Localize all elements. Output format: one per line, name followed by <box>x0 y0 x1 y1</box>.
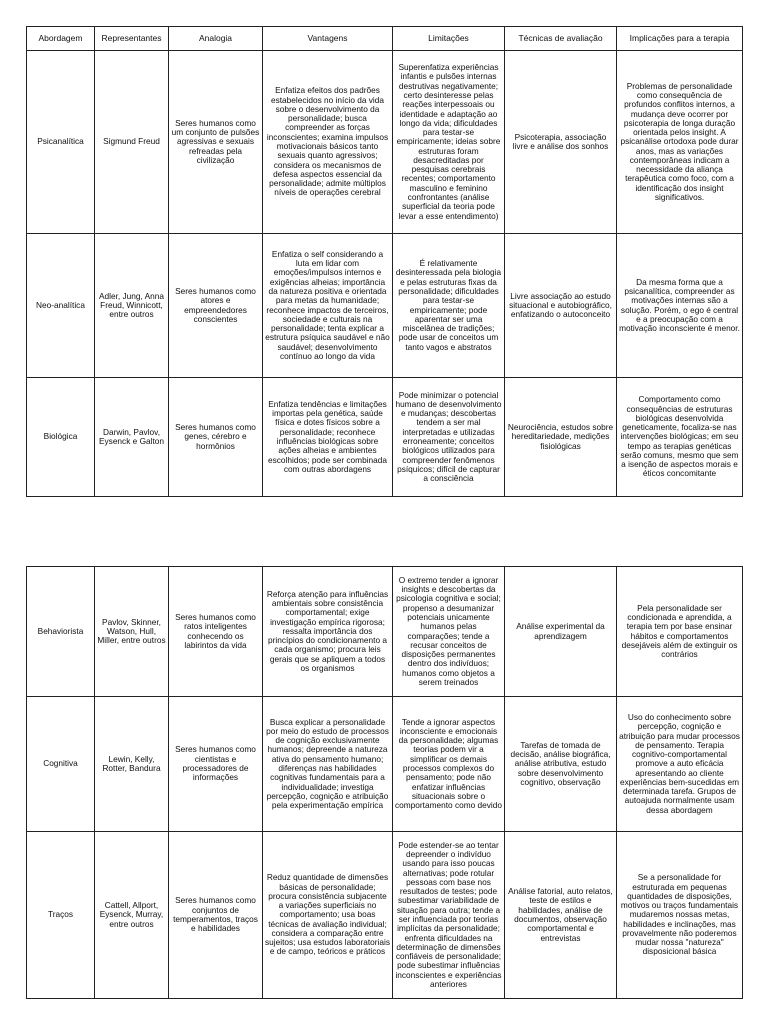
cell-abordagem: Cognitiva <box>27 697 95 832</box>
header-row <box>27 27 743 51</box>
cell-limitacoes: É relativamente desinteressada pela biologia e pelas estruturas fixas da personalidade; dificuldades para testar-se empiricamente; pode aparentar ser uma miscelânea de tradições; pode usar de conceitos um tanto vagos e abstratos <box>393 234 505 378</box>
table-row-biologica <box>27 378 743 497</box>
cell-representantes: Pavlov, Skinner, Watson, Hull, Miller, entre outros <box>95 567 169 697</box>
cell-analogia: Seres humanos como cientistas e processadores de informações <box>169 697 263 832</box>
cell-representantes: Darwin, Pavlov, Eysenck e Galton <box>95 378 169 497</box>
cell-analogia: Seres humanos como um conjunto de pulsões agressivas e sexuais refreadas pela civilização <box>169 51 263 234</box>
cell-abordagem: Traços <box>27 832 95 999</box>
approaches-table-top <box>26 26 743 497</box>
cell-abordagem: Biológica <box>27 378 95 497</box>
table-row-tracos <box>27 832 743 999</box>
cell-implicacoes: Problemas de personalidade como consequência de profundos conflitos internos, a mudança deve ocorrer por psicoterapia de longa duração orientada pelos insight. A psicanálise ortodoxa pode durar anos, mas as variações contemporâneas indicam a necessidade da aliança terapêutica como foco, com a identificação dos insight significativos. <box>617 51 743 234</box>
cell-implicacoes: Pela personalidade ser condicionada e aprendida, a terapia tem por base ensinar hábitos e comportamentos desejáveis além de extinguir os contrários <box>617 567 743 697</box>
header-abordagem: Abordagem <box>27 27 95 51</box>
cell-tecnicas: Análise experimental da aprendizagem <box>505 567 617 697</box>
cell-vantagens: Enfatiza o self considerando a luta em lidar com emoções/impulsos internos e exigências alheias; importância da natureza positiva e orientada para metas da humanidade; reconhece impactos de terceiros, sociedade e culturais na personalidade; tenta explicar a estrutura psíquica saudável e não saudável; desenvolvimento contínuo ao longo da vida <box>263 234 393 378</box>
cell-tecnicas: Psicoterapia, associação livre e análise dos sonhos <box>505 51 617 234</box>
cell-tecnicas: Livre associação ao estudo situacional e autobiográfico, enfatizando o autoconceito <box>505 234 617 378</box>
cell-analogia: Seres humanos como conjuntos de temperamentos, traços e habilidades <box>169 832 263 999</box>
table-row-cognitiva <box>27 697 743 832</box>
cell-tecnicas: Análise fatorial, auto relatos, teste de estilos e habilidades, análise de documentos, observação comportamental e entrevistas <box>505 832 617 999</box>
cell-implicacoes: Comportamento como consequências de estruturas biológicas desenvolvida geneticamente, focaliza-se nas intervenções biológicas; em seu tempo as terapias genéticas serão comuns, mesmo que sem a isenção de aspectos morais e éticos concomitante <box>617 378 743 497</box>
header-analogia: Analogia <box>169 27 263 51</box>
cell-limitacoes: Tende a ignorar aspectos inconsciente e emocionais da personalidade; algumas teorias podem vir a simplificar os demais processos complexos do pensamento; pode não enfatizar influências situacionais sobre o comportamento como devido <box>393 697 505 832</box>
cell-representantes: Lewin, Kelly, Rotter, Bandura <box>95 697 169 832</box>
cell-vantagens: Reduz quantidade de dimensões básicas de personalidade; procura consistência subjacente a variações superficiais no comportamento; usa boas técnicas de avaliação individual; considera a comparação entre sujeitos; usa estudos laboratoriais e de campo, teóricos e práticos <box>263 832 393 999</box>
cell-limitacoes: Superenfatiza experiências infantis e pulsões internas destrutivas negativamente; certo desinteresse pelas reações interpessoais ou identidade e adaptação ao longo da vida; dificuldades para testar-se empiricamente; ideias sobre estruturas foram desacreditadas por pesquisas cerebrais recentes; comportamento masculino e feminino confrontantes (análise superficial da teoria pode levar a esse entendimento) <box>393 51 505 234</box>
cell-tecnicas: Neurociência, estudos sobre hereditariedade, medições fisiológicas <box>505 378 617 497</box>
cell-analogia: Seres humanos como genes, cérebro e hormônios <box>169 378 263 497</box>
cell-vantagens: Enfatiza tendências e limitações importas pela genética, saúde física e dotes físicos sobre a personalidade; reconhece influências biológicas sobre ações alheias e ambientes escolhidos; pode ser combinada com outras abordagens <box>263 378 393 497</box>
header-limitacoes: Limitações <box>393 27 505 51</box>
header-tecnicas: Técnicas de avaliação <box>505 27 617 51</box>
table-row-neo-analitica <box>27 234 743 378</box>
cell-vantagens: Busca explicar a personalidade por meio do estudo de processos de cognição exclusivamente humanos; depreende a natureza ativa do pensamento humano; diferenças nas habilidades cognitivas fundamentais para a individualidade; investiga percepção, cognição e atribuição pela experimentação empírica <box>263 697 393 832</box>
table-row-behaviorista <box>27 567 743 697</box>
cell-representantes: Cattell, Allport, Eysenck, Murray, entre outros <box>95 832 169 999</box>
cell-implicacoes: Uso do conhecimento sobre percepção, cognição e atribuição para mudar processos de pensamento. Terapia cognitivo-comportamental promove a auto eficácia apresentando ao cliente experiências bem-sucedidas em determinada tarefa. Grupos de autoajuda normalmente usam dessa abordagem <box>617 697 743 832</box>
cell-abordagem: Behaviorista <box>27 567 95 697</box>
cell-limitacoes: O extremo tender a ignorar insights e descobertas da psicologia cognitiva e social; propenso a desumanizar potenciais unicamente humanos pelas comparações; tende a recusar conceitos de disposições permanentes dentro dos indivíduos; humanos como objetos a serem treinados <box>393 567 505 697</box>
table-header <box>27 27 743 51</box>
cell-vantagens: Enfatiza efeitos dos padrões estabelecidos no início da vida sobre o desenvolvimento da personalidade; busca compreender as forças inconscientes; examina impulsos motivacionais básicos tanto sexuais quanto agressivos; considera os mecanismos de defesa aspectos essencial da personalidade; admite múltiplos níveis de operações cerebral <box>263 51 393 234</box>
header-implicacoes: Implicações para a terapia <box>617 27 743 51</box>
approaches-table-bottom <box>26 566 743 999</box>
cell-tecnicas: Tarefas de tomada de decisão, análise biográfica, análise atributiva, estudo sobre desenvolvimento cognitivo, observação <box>505 697 617 832</box>
cell-abordagem: Psicanalítica <box>27 51 95 234</box>
table-row-psicanalitica <box>27 51 743 234</box>
cell-implicacoes: Da mesma forma que a psicanalítica, compreender as motivações internas são a solução. Porém, o ego é central e a preocupação com a motivação inconsciente é menor. <box>617 234 743 378</box>
header-representantes: Representantes <box>95 27 169 51</box>
cell-abordagem: Neo-analítica <box>27 234 95 378</box>
cell-analogia: Seres humanos como ratos inteligentes conhecendo os labirintos da vida <box>169 567 263 697</box>
cell-representantes: Sigmund Freud <box>95 51 169 234</box>
cell-limitacoes: Pode estender-se ao tentar depreender o indivíduo usando para isso poucas alternativas; pode rotular pessoas com base nos resultados de testes; pode subestimar variabilidade de situação para outra; tende a ser influenciada por teorias implícitas da personalidade; enfrenta dificuldades na determinação de dimensões confiáveis de personalidade; pode subestimar influências inconscientes e experiências anteriores <box>393 832 505 999</box>
header-vantagens: Vantagens <box>263 27 393 51</box>
cell-implicacoes: Se a personalidade for estruturada em pequenas quantidades de disposições, motivos ou traços fundamentais mudaremos nossas metas, habilidades e inclinações, mas provavelmente não poderemos mudar nossa "natureza" disposicional básica <box>617 832 743 999</box>
cell-representantes: Adler, Jung, Anna Freud, Winnicott, entre outros <box>95 234 169 378</box>
cell-analogia: Seres humanos como atores e empreendedores conscientes <box>169 234 263 378</box>
cell-vantagens: Reforça atenção para influências ambientais sobre consistência comportamental; exige investigação empírica rigorosa; ressalta importância dos princípios do condicionamento a cada organismo; procura leis gerais que se apliquem a todos os organismos <box>263 567 393 697</box>
cell-limitacoes: Pode minimizar o potencial humano de desenvolvimento e mudanças; descobertas tendem a ser mal interpretadas e utilizadas erroneamente; conceitos biológicos utilizados para compreender fenômenos psíquicos; difícil de capturar a consciência <box>393 378 505 497</box>
